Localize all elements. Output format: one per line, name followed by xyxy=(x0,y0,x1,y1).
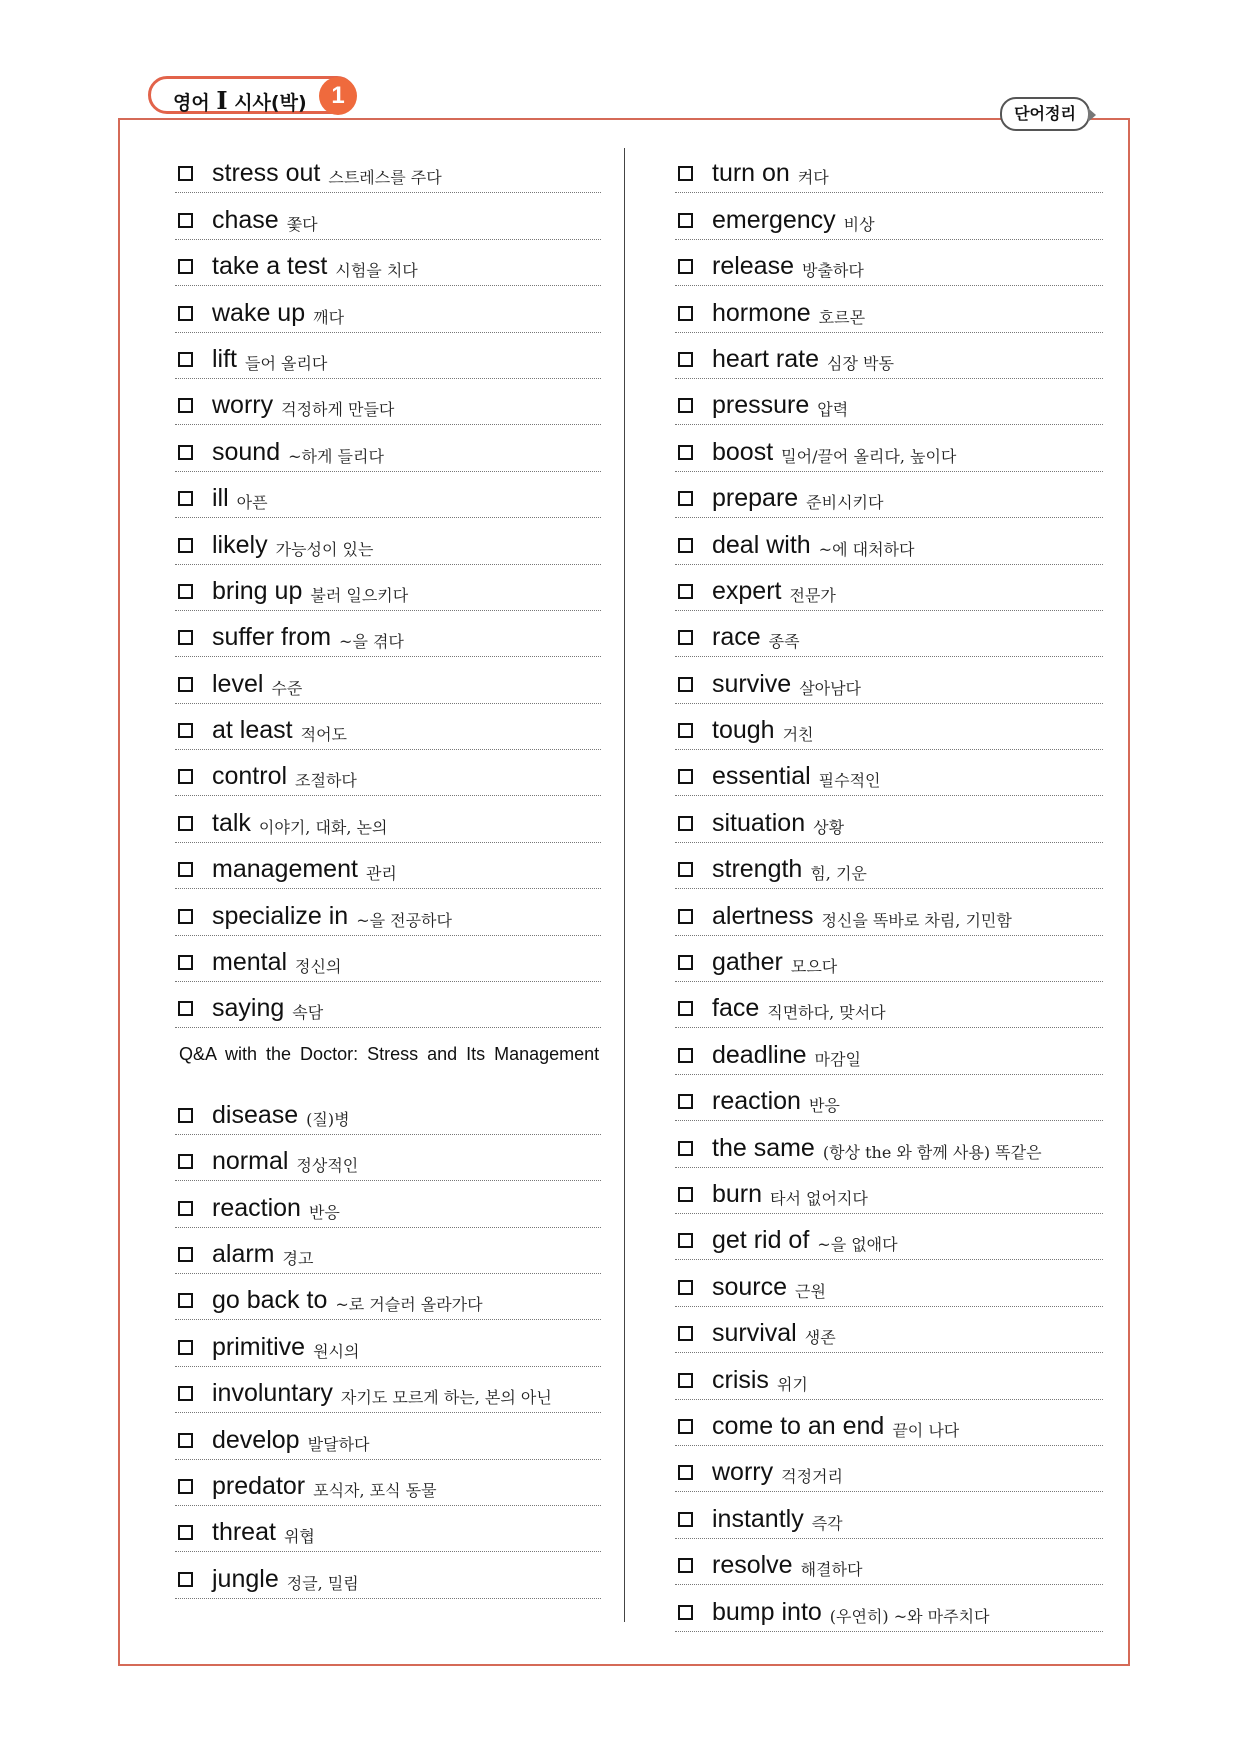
vocab-word: lift xyxy=(212,344,237,373)
vocab-word: alertness xyxy=(712,901,814,930)
vocab-meaning: 압력 xyxy=(817,400,849,420)
vocab-meaning: 관리 xyxy=(365,864,397,884)
vocab-row xyxy=(675,843,1103,889)
checkbox-icon xyxy=(678,213,693,228)
vocab-meaning: 불러 일으키다 xyxy=(310,585,409,605)
vocab-word: predator xyxy=(212,1471,306,1500)
vocab-word: instantly xyxy=(712,1504,804,1533)
checkbox-icon xyxy=(678,677,693,692)
checkbox-icon xyxy=(678,1094,693,1109)
vocab-word: expert xyxy=(712,576,782,605)
checkbox-icon xyxy=(178,1108,193,1123)
vocab-word: survive xyxy=(712,669,792,698)
checkbox-icon xyxy=(178,1340,193,1355)
vocab-row xyxy=(675,889,1103,935)
vocab-meaning: 호르몬 xyxy=(818,307,866,327)
checkbox-icon xyxy=(678,1048,693,1063)
checkbox-icon xyxy=(678,723,693,738)
vocab-word: normal xyxy=(212,1147,289,1176)
vocab-meaning: 심장 박동 xyxy=(827,353,894,373)
checkbox-icon xyxy=(678,491,693,506)
tag-arrow-icon xyxy=(1088,108,1096,122)
vocab-row xyxy=(675,657,1103,703)
vocab-meaning: 걱정거리 xyxy=(781,1467,843,1487)
vocab-word: emergency xyxy=(712,205,836,234)
vocab-word: involuntary xyxy=(212,1379,333,1408)
vocab-row xyxy=(675,565,1103,611)
checkbox-icon xyxy=(178,1201,193,1216)
column-divider xyxy=(624,148,625,1622)
vocab-meaning: 끝이 나다 xyxy=(892,1420,960,1440)
vocab-word: situation xyxy=(712,808,806,837)
vocab-meaning: 생존 xyxy=(804,1328,836,1348)
checkbox-icon xyxy=(678,1558,693,1573)
checkbox-icon xyxy=(178,1386,193,1401)
vocab-meaning: ~에 대처하다 xyxy=(818,539,915,559)
course-title xyxy=(173,86,307,115)
vocab-word: primitive xyxy=(212,1332,306,1361)
vocab-meaning: ~하게 들리다 xyxy=(288,446,384,466)
vocab-row xyxy=(175,750,601,796)
vocab-row xyxy=(675,982,1103,1028)
checkbox-icon xyxy=(178,584,193,599)
vocab-meaning: 근원 xyxy=(795,1281,826,1301)
vocab-row xyxy=(675,1492,1103,1538)
vocab-word: resolve xyxy=(712,1551,793,1580)
vocab-word: race xyxy=(712,623,761,652)
vocab-row xyxy=(675,147,1103,193)
vocab-row xyxy=(175,796,601,842)
vocab-meaning: 시험을 치다 xyxy=(335,261,418,281)
checkbox-icon xyxy=(178,1433,193,1448)
vocab-meaning: 들어 올리다 xyxy=(245,353,328,373)
vocab-meaning: ~을 없애다 xyxy=(817,1235,898,1255)
vocab-word: tough xyxy=(712,716,775,745)
vocab-word: sound xyxy=(212,437,281,466)
vocab-row xyxy=(175,1228,601,1274)
lesson-number-badge: 1 xyxy=(319,77,357,115)
vocab-word: management xyxy=(212,855,358,884)
checkbox-icon xyxy=(178,1001,193,1016)
right-column xyxy=(675,147,1103,1632)
checkbox-icon xyxy=(678,352,693,367)
vocab-meaning: 정신을 똑바로 차림, 기민함 xyxy=(821,910,1012,930)
checkbox-icon xyxy=(678,1512,693,1527)
checkbox-icon xyxy=(678,1465,693,1480)
vocab-row xyxy=(675,1121,1103,1167)
checkbox-icon xyxy=(178,677,193,692)
vocab-meaning: 자기도 모르게 하는, 본의 아닌 xyxy=(340,1388,552,1408)
checkbox-icon xyxy=(678,955,693,970)
vocab-row xyxy=(175,843,601,889)
vocab-row xyxy=(675,1307,1103,1353)
vocab-meaning: 거친 xyxy=(782,725,814,745)
vocab-meaning: ~을 전공하다 xyxy=(356,910,452,930)
vocab-meaning: 준비시키다 xyxy=(806,493,884,513)
checkbox-icon xyxy=(178,491,193,506)
vocab-row xyxy=(175,147,601,193)
checkbox-icon xyxy=(678,398,693,413)
vocab-word: burn xyxy=(712,1179,763,1208)
vocab-meaning: 해결하다 xyxy=(800,1560,863,1580)
vocab-meaning: ~로 거슬러 올라가다 xyxy=(335,1295,483,1315)
vocab-row xyxy=(675,518,1103,564)
vocab-row xyxy=(175,472,601,518)
vocab-meaning: 조절하다 xyxy=(295,771,357,791)
vocab-row xyxy=(175,1506,601,1552)
left-column xyxy=(175,147,601,1599)
checkbox-icon xyxy=(178,1572,193,1587)
vocab-row xyxy=(175,1088,601,1134)
checkbox-icon xyxy=(678,1373,693,1388)
left-vocab-list-1 xyxy=(175,147,601,1028)
course-suffix: 시사(박) xyxy=(234,92,307,114)
vocab-row xyxy=(675,1446,1103,1492)
checkbox-icon xyxy=(178,1293,193,1308)
checkbox-icon xyxy=(678,1187,693,1202)
vocab-row xyxy=(175,657,601,703)
vocab-meaning: 타서 없어지다 xyxy=(770,1188,868,1208)
vocab-row xyxy=(175,1552,601,1598)
checkbox-icon xyxy=(178,862,193,877)
vocab-row xyxy=(175,425,601,471)
vocab-word: deal with xyxy=(712,530,811,559)
checkbox-icon xyxy=(178,723,193,738)
vocab-row xyxy=(175,889,601,935)
section-tag: 단어정리 xyxy=(1000,97,1090,131)
checkbox-icon xyxy=(678,259,693,274)
vocab-meaning: 직면하다, 맞서다 xyxy=(767,1003,886,1023)
vocab-meaning: 포식자, 포식 동물 xyxy=(313,1480,437,1500)
vocab-meaning: 모으다 xyxy=(790,957,838,977)
vocab-word: at least xyxy=(212,716,293,745)
checkbox-icon xyxy=(678,1233,693,1248)
vocab-word: specialize in xyxy=(212,901,349,930)
vocab-word: hormone xyxy=(712,298,811,327)
checkbox-icon xyxy=(678,909,693,924)
checkbox-icon xyxy=(678,769,693,784)
checkbox-icon xyxy=(178,955,193,970)
checkbox-icon xyxy=(178,259,193,274)
vocab-row xyxy=(675,1585,1103,1631)
checkbox-icon xyxy=(178,1247,193,1262)
vocab-word: pressure xyxy=(712,391,810,420)
vocab-word: develop xyxy=(212,1425,300,1454)
vocab-meaning: ~을 겪다 xyxy=(339,632,404,652)
checkbox-icon xyxy=(178,213,193,228)
vocab-word: worry xyxy=(712,1458,774,1487)
vocab-word: boost xyxy=(712,437,774,466)
vocab-word: reaction xyxy=(212,1193,301,1222)
vocab-word: prepare xyxy=(712,484,799,513)
vocab-meaning: 밀어/끌어 올리다, 높이다 xyxy=(781,446,957,466)
checkbox-icon xyxy=(178,352,193,367)
vocab-row xyxy=(175,1181,601,1227)
vocab-word: turn on xyxy=(712,159,790,188)
vocab-row xyxy=(175,518,601,564)
checkbox-icon xyxy=(678,1141,693,1156)
vocab-row xyxy=(675,472,1103,518)
vocab-meaning: 쫓다 xyxy=(286,214,318,234)
vocab-row xyxy=(675,425,1103,471)
vocab-word: saying xyxy=(212,994,285,1023)
vocab-row xyxy=(175,1320,601,1366)
vocab-word: heart rate xyxy=(712,344,820,373)
vocab-row xyxy=(175,240,601,286)
vocab-word: bring up xyxy=(212,576,303,605)
vocab-row xyxy=(175,1135,601,1181)
checkbox-icon xyxy=(678,584,693,599)
vocab-row xyxy=(175,704,601,750)
vocab-meaning: 전문가 xyxy=(789,585,836,605)
vocab-row xyxy=(675,1168,1103,1214)
checkbox-icon xyxy=(178,816,193,831)
vocab-meaning: 수준 xyxy=(271,678,303,698)
vocab-word: source xyxy=(712,1272,788,1301)
vocab-row xyxy=(675,796,1103,842)
checkbox-icon xyxy=(678,862,693,877)
vocab-word: crisis xyxy=(712,1365,769,1394)
vocab-word: alarm xyxy=(212,1239,275,1268)
vocab-meaning: 마감일 xyxy=(814,1049,861,1069)
left-vocab-list-2 xyxy=(175,1088,601,1598)
checkbox-icon xyxy=(678,538,693,553)
vocab-word: worry xyxy=(212,391,274,420)
checkbox-icon xyxy=(178,769,193,784)
vocab-meaning: 속담 xyxy=(292,1003,324,1023)
checkbox-icon xyxy=(678,1280,693,1295)
vocab-row xyxy=(175,379,601,425)
vocab-row xyxy=(675,333,1103,379)
vocab-row xyxy=(175,565,601,611)
vocab-row xyxy=(175,193,601,239)
vocab-meaning: 종족 xyxy=(768,632,800,652)
checkbox-icon xyxy=(178,1154,193,1169)
vocab-row xyxy=(175,611,601,657)
vocab-meaning: 비상 xyxy=(843,214,875,234)
vocab-meaning: 아픈 xyxy=(236,493,268,513)
vocab-word: deadline xyxy=(712,1040,807,1069)
vocab-meaning: 반응 xyxy=(808,1096,840,1116)
vocab-row xyxy=(675,936,1103,982)
checkbox-icon xyxy=(178,398,193,413)
vocab-word: survival xyxy=(712,1319,797,1348)
vocab-meaning: 정신의 xyxy=(295,957,342,977)
vocab-meaning: 정상적인 xyxy=(296,1156,359,1176)
vocab-word: likely xyxy=(212,530,268,559)
checkbox-icon xyxy=(178,538,193,553)
course-numeral: I xyxy=(216,86,228,115)
vocab-meaning: 위기 xyxy=(776,1374,808,1394)
checkbox-icon xyxy=(178,306,193,321)
course-prefix: 영어 xyxy=(173,92,210,114)
vocab-meaning: (질)병 xyxy=(306,1109,350,1129)
vocab-word: talk xyxy=(212,808,251,837)
vocab-word: control xyxy=(212,762,288,791)
vocab-meaning: 정글, 밀림 xyxy=(286,1573,359,1593)
checkbox-icon xyxy=(178,445,193,460)
vocab-word: suffer from xyxy=(212,623,332,652)
vocab-row xyxy=(675,193,1103,239)
checkbox-icon xyxy=(678,1419,693,1434)
vocab-meaning: 방출하다 xyxy=(802,261,864,281)
vocab-row xyxy=(675,1260,1103,1306)
vocab-word: level xyxy=(212,669,264,698)
checkbox-icon xyxy=(678,166,693,181)
vocab-word: stress out xyxy=(212,159,321,188)
vocab-row xyxy=(175,1413,601,1459)
vocab-row xyxy=(175,1274,601,1320)
vocab-word: get rid of xyxy=(712,1226,810,1255)
checkbox-icon xyxy=(678,306,693,321)
right-vocab-list xyxy=(675,147,1103,1632)
vocab-row xyxy=(675,1400,1103,1446)
vocab-word: take a test xyxy=(212,252,328,281)
vocab-meaning: 걱정하게 만들다 xyxy=(281,400,395,420)
vocab-row xyxy=(675,1539,1103,1585)
section-subheading: Q&A with the Doctor: Stress and Its Management xyxy=(179,1044,600,1065)
checkbox-icon xyxy=(678,1605,693,1620)
vocab-meaning: (우연히) ~와 마주치다 xyxy=(829,1606,990,1626)
vocab-word: go back to xyxy=(212,1286,328,1315)
checkbox-icon xyxy=(178,909,193,924)
vocab-meaning: 즉각 xyxy=(811,1513,843,1533)
vocab-row xyxy=(175,936,601,982)
vocab-meaning: 가능성이 있는 xyxy=(275,539,374,559)
checkbox-icon xyxy=(178,630,193,645)
vocab-row xyxy=(675,1214,1103,1260)
checkbox-icon xyxy=(678,1326,693,1341)
vocab-row xyxy=(675,286,1103,332)
vocab-word: come to an end xyxy=(712,1411,885,1440)
vocab-meaning: 적어도 xyxy=(300,725,347,745)
vocab-row xyxy=(675,1353,1103,1399)
vocab-word: gather xyxy=(712,948,783,977)
vocab-word: reaction xyxy=(712,1087,801,1116)
vocab-word: bump into xyxy=(712,1597,822,1626)
checkbox-icon xyxy=(178,166,193,181)
vocab-word: chase xyxy=(212,205,279,234)
vocab-meaning: 위협 xyxy=(283,1527,315,1547)
checkbox-icon xyxy=(678,445,693,460)
vocab-row xyxy=(175,333,601,379)
course-title-pill xyxy=(148,76,356,114)
vocab-word: the same xyxy=(712,1133,815,1162)
vocab-meaning: 이야기, 대화, 논의 xyxy=(258,817,388,837)
checkbox-icon xyxy=(178,1525,193,1540)
vocab-row xyxy=(175,286,601,332)
vocab-word: mental xyxy=(212,948,288,977)
vocab-meaning: 켜다 xyxy=(797,168,829,188)
vocab-row xyxy=(675,240,1103,286)
vocab-meaning: 반응 xyxy=(308,1202,340,1222)
checkbox-icon xyxy=(178,1479,193,1494)
vocab-word: threat xyxy=(212,1518,276,1547)
vocab-meaning: 살아남다 xyxy=(799,678,862,698)
vocab-row xyxy=(675,1075,1103,1121)
vocab-meaning: 힘, 기운 xyxy=(810,864,867,884)
vocab-row xyxy=(675,750,1103,796)
vocab-word: ill xyxy=(212,484,229,513)
vocab-meaning: 깨다 xyxy=(313,307,345,327)
vocab-row xyxy=(675,704,1103,750)
vocab-meaning: 필수적인 xyxy=(818,771,881,791)
vocab-row xyxy=(175,1367,601,1413)
vocab-word: jungle xyxy=(212,1564,279,1593)
vocab-row xyxy=(675,1028,1103,1074)
vocab-word: essential xyxy=(712,762,811,791)
vocab-meaning: 스트레스를 주다 xyxy=(328,168,442,188)
vocab-word: wake up xyxy=(212,298,306,327)
vocab-row xyxy=(675,611,1103,657)
checkbox-icon xyxy=(678,816,693,831)
vocab-row xyxy=(175,982,601,1028)
vocab-meaning: 원시의 xyxy=(313,1341,360,1361)
checkbox-icon xyxy=(678,630,693,645)
vocab-word: release xyxy=(712,252,794,281)
vocab-row xyxy=(175,1460,601,1506)
vocab-word: face xyxy=(712,994,760,1023)
vocab-meaning: (항상 the 와 함께 사용) 똑같은 xyxy=(822,1142,1042,1162)
vocab-meaning: 발달하다 xyxy=(307,1434,370,1454)
vocab-meaning: 경고 xyxy=(282,1248,314,1268)
vocab-meaning: 상황 xyxy=(813,817,845,837)
vocab-word: disease xyxy=(212,1100,299,1129)
vocab-row xyxy=(675,379,1103,425)
vocab-word: strength xyxy=(712,855,803,884)
checkbox-icon xyxy=(678,1001,693,1016)
